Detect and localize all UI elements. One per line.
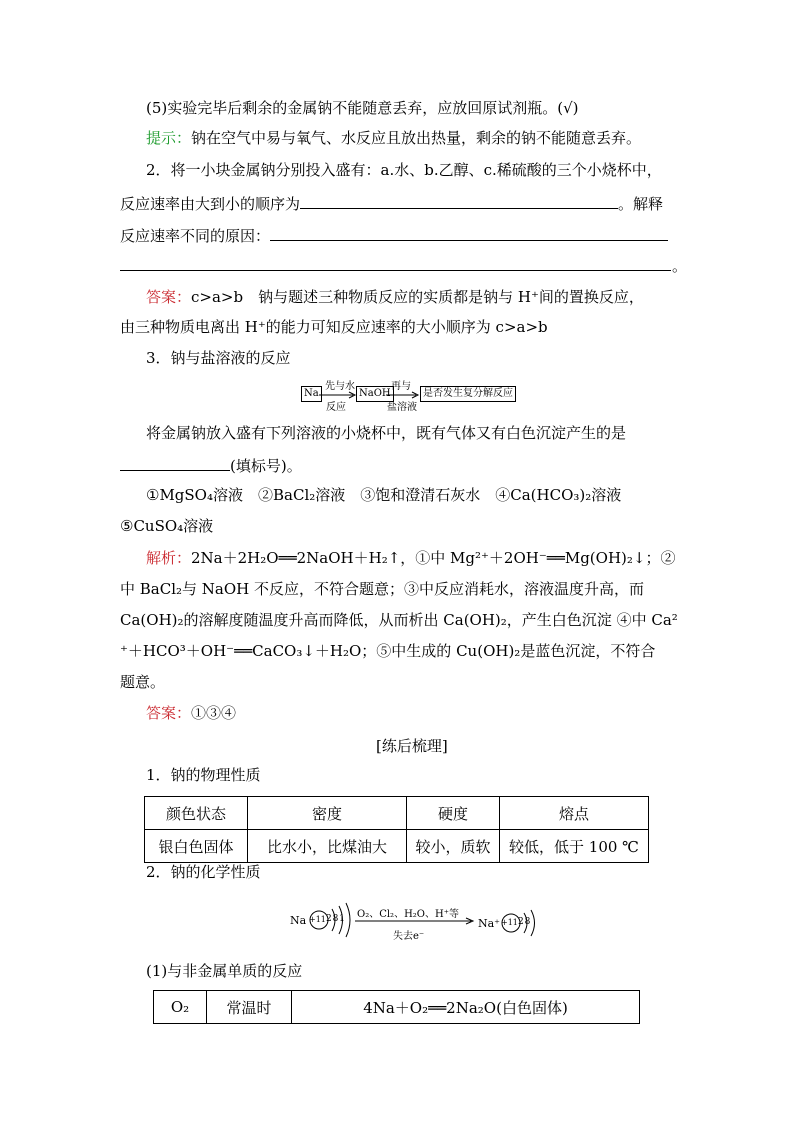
q3-answer	[146, 703, 236, 723]
physical-properties-table	[144, 796, 649, 863]
q2-line1: 2．将一小块金属钠分别投入盛有：a.水、b.乙醇、c.稀硫酸的三个小烧杯中，	[146, 161, 662, 179]
nonmetal-reaction-table	[153, 990, 640, 1024]
table-row	[145, 830, 649, 863]
table-cell: 4Na＋O₂══2Na₂O(白色固体)	[292, 991, 640, 1024]
table-cell: 常温时	[207, 991, 292, 1024]
section-title-nonmetal: (1)与非金属单质的反应	[146, 962, 303, 980]
na-ion-label: Na⁺	[478, 917, 500, 930]
flow-arrow1-top: 先与水	[325, 381, 355, 392]
q2-line2-end: 。解释	[618, 195, 664, 213]
q3-analysis-line2: 中 BaCl₂与 NaOH 不反应，不符合题意；③中反应消耗水，溶液温度升高，而	[120, 580, 645, 598]
na-ion-shell-electrons: 2 8	[518, 917, 530, 927]
analysis-label: 解析：	[146, 549, 192, 567]
reaction-arrow-top: O₂、Cl₂、H₂O、H⁺等	[357, 909, 459, 920]
answer-blank[interactable]	[120, 454, 230, 471]
hint-text: 钠在空气中易与氧气、水反应且放出热量，剩余的钠不能随意丢弃。	[191, 129, 642, 147]
q3-stem-line1: 将金属钠放入盛有下列溶液的小烧杯中，既有气体又有白色沉淀产生的是	[146, 424, 627, 442]
answer-blank-line[interactable]	[120, 270, 671, 271]
na-shell-electrons: 2 8 1	[326, 914, 344, 924]
flow-result: 是否发生复分解反应	[420, 386, 516, 402]
q2-answer	[146, 287, 644, 307]
answer-blank[interactable]	[300, 192, 618, 209]
q3-stem-line2-end: (填标号)。	[230, 457, 302, 475]
table-header-cell: 硬度	[407, 797, 500, 830]
flow-arrow1-bottom: 反应	[326, 402, 346, 413]
na-nucleus: +11	[309, 915, 326, 924]
q3-analysis-line5: 题意。	[120, 673, 166, 691]
q2-line3	[120, 224, 668, 246]
table-header-row	[145, 797, 649, 830]
table-cell: 较低，低于 100 ℃	[500, 830, 649, 863]
section-title-physical: 1．钠的物理性质	[146, 766, 261, 784]
summary-heading: [练后梳理]	[376, 737, 448, 755]
table-header-cell: 颜色状态	[145, 797, 248, 830]
q3-stem-line2	[120, 454, 302, 476]
q2-line2-start: 反应速率由大到小的顺序为	[120, 195, 301, 213]
q3-options-line2: ⑤CuSO₄溶液	[120, 517, 214, 535]
q3-analysis-line4: ⁺＋HCO³＋OH⁻══CaCO₃↓＋H₂O；⑤中生成的 Cu(OH)₂是蓝色沉淀，不符合	[120, 642, 656, 660]
na-atom-label: Na	[290, 914, 307, 927]
table-cell: O₂	[154, 991, 207, 1024]
q2-line4-end: 。	[672, 257, 688, 275]
p5-hint	[146, 128, 641, 148]
q3-analysis-line3: Ca(OH)₂的溶解度随温度升高而降低，从而析出 Ca(OH)₂，产生白色沉淀 ④中 Ca²	[120, 611, 678, 629]
answer-text: ①③④	[191, 704, 237, 722]
section-title-chemical: 2．钠的化学性质	[146, 863, 261, 881]
q3-options-line1: ①MgSO₄溶液 ②BaCl₂溶液 ③饱和澄清石灰水 ④Ca(HCO₃)₂溶液	[146, 486, 622, 504]
table-cell: 银白色固体	[145, 830, 248, 863]
hint-label: 提示：	[146, 129, 192, 147]
table-cell: 较小，质软	[407, 830, 500, 863]
answer-label: 答案：	[146, 288, 192, 306]
flow-arrow2-bottom: 盐溶液	[387, 402, 417, 413]
na-ion-nucleus: +11	[501, 918, 518, 927]
q2-line2	[120, 192, 663, 214]
table-row	[154, 991, 640, 1024]
answer-blank[interactable]	[270, 224, 668, 241]
q2-answer-line2: 由三种物质电离出 H⁺的能力可知反应速率的大小顺序为 c>a>b	[120, 318, 548, 336]
q3-title: 3．钠与盐溶液的反应	[146, 349, 291, 367]
answer-text: c>a>b 钠与题述三种物质反应的实质都是钠与 H⁺间的置换反应，	[191, 288, 644, 306]
reaction-arrow-bottom: 失去e⁻	[393, 931, 425, 942]
answer-label: 答案：	[146, 704, 192, 722]
flow-arrow2-top: 再与	[391, 381, 411, 392]
q2-line3-start: 反应速率不同的原因：	[120, 227, 271, 245]
analysis-text: 2Na＋2H₂O══2NaOH＋H₂↑，①中 Mg²⁺＋2OH⁻══Mg(OH)₂↓；②	[191, 549, 676, 567]
p5-statement: (5)实验完毕后剩余的金属钠不能随意丢弃，应放回原试剂瓶。(√)	[146, 99, 579, 117]
table-cell: 比水小，比煤油大	[248, 830, 407, 863]
flow-na: Na	[301, 386, 322, 402]
arrow-icon	[355, 917, 475, 925]
table-header-cell: 密度	[248, 797, 407, 830]
q3-analysis-line1	[146, 548, 675, 568]
table-header-cell: 熔点	[500, 797, 649, 830]
flow-naoh: NaOH	[356, 386, 394, 402]
